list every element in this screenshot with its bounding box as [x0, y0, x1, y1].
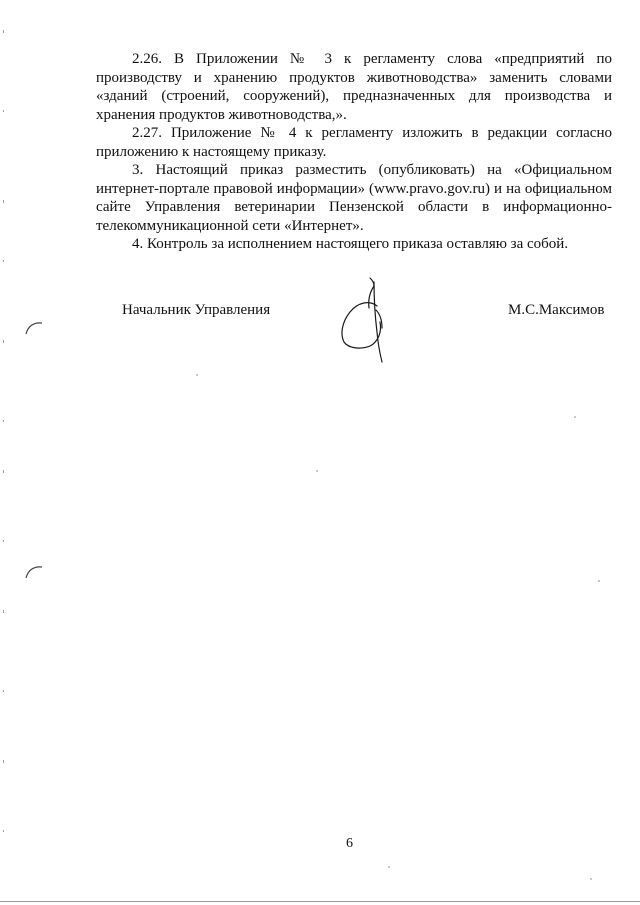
- handwritten-signature: [330, 276, 400, 368]
- scan-speck: [388, 866, 390, 868]
- page-number: 6: [346, 836, 353, 851]
- punch-hole-mark: [22, 562, 46, 582]
- scan-speck: [316, 470, 318, 472]
- paragraph-3: 3. Настоящий приказ разместить (опубликовать) на «Официальном интернет-портале правовой информации» (www.pravo.gov.ru) и на официальном сайте Управления ветеринарии Пензенской области в информационно-телекоммуникационной сети «Интернет».: [96, 162, 612, 234]
- paragraph-2-27: 2.27. Приложение № 4 к регламенту изложить в редакции согласно приложению к настоящему приказу.: [96, 125, 612, 160]
- scan-speck: [590, 878, 592, 880]
- scan-edge-dots: [2, 0, 6, 905]
- signatory-name: М.С.Максимов: [508, 302, 605, 318]
- paragraph-2-26: 2.26. В Приложении № 3 к регламенту слова «предприятий по производству и хранению продуктов животноводства» заменить словами «зданий (строений, сооружений), предназначенных для производства и хранения продуктов животноводства,».: [96, 51, 612, 123]
- paragraph-4: 4. Контроль за исполнением настоящего приказа оставляю за собой.: [132, 236, 569, 252]
- punch-hole-mark: [22, 318, 46, 338]
- scan-speck: [598, 580, 600, 582]
- scan-speck: [574, 416, 576, 418]
- scan-bottom-edge: [0, 901, 640, 902]
- scan-speck: [196, 374, 198, 376]
- signatory-title: Начальник Управления: [122, 302, 271, 318]
- document-body: [96, 50, 612, 254]
